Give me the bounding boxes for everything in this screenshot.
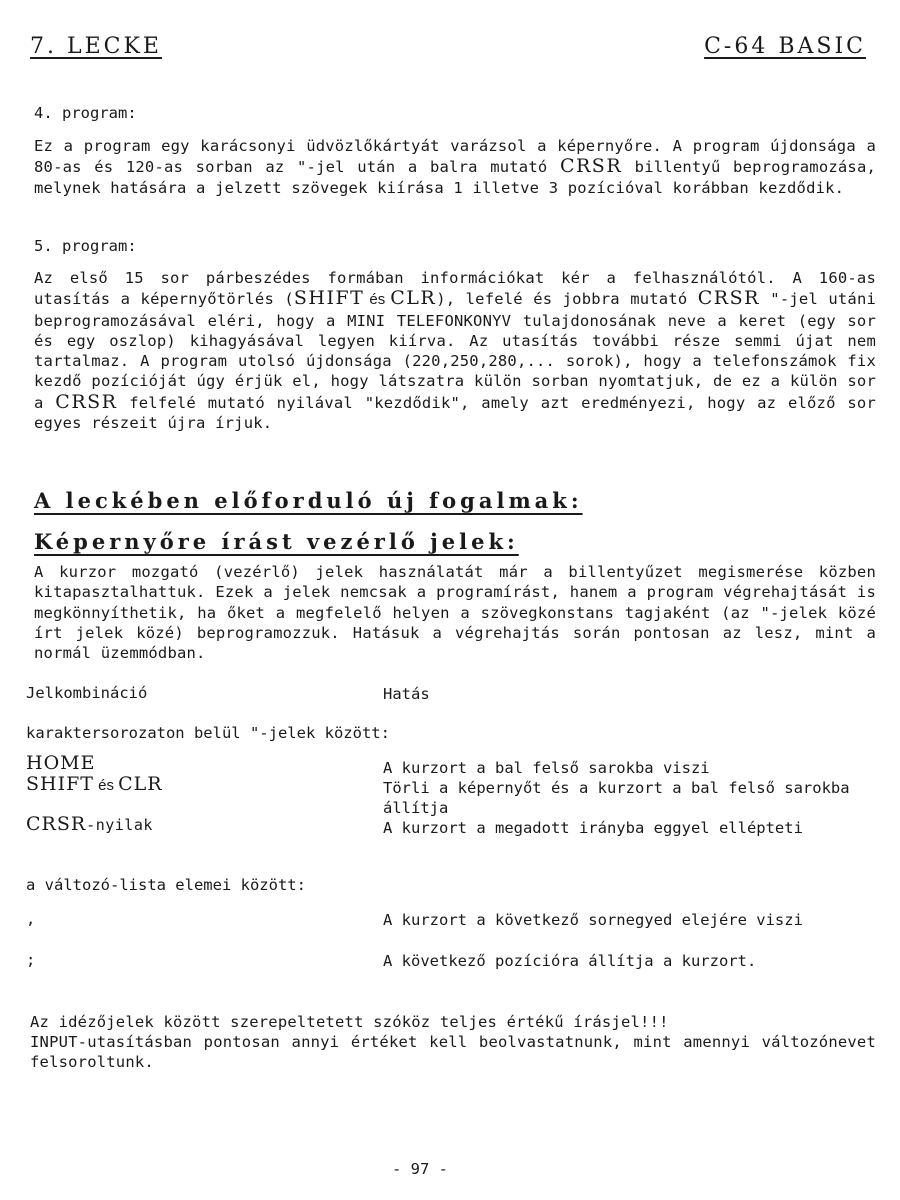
crsr-key: CRSR (697, 287, 760, 310)
program-4-text: Ez a program egy karácsonyi üdvözlőkártyát varázsol a képernyőre. A program újdonsága a 80-as és 120-as sorban az "-jel után a balra mutató CRSR billentyű beprogramozása, melynek hatására a jelzett szövegek kiírása 1 illetve 3 pozícióval korábban kezdődik. (34, 137, 877, 197)
table-group-label: karaktersorozaton belül "-jelek között: (26, 724, 390, 742)
crsr-arrows-key: CRSR-nyilak (26, 813, 153, 835)
table-row-effect: A kurzort a következő sornegyed elejére viszi (383, 911, 803, 929)
table-header-effect: Hatás (383, 685, 430, 703)
table-header-combination: Jelkombináció (26, 684, 148, 702)
table-row-effect: A kurzort a bal felső sarokba viszi (383, 759, 710, 777)
table-row-effect: A kurzort a megadott irányba eggyel ellépteti (383, 819, 803, 837)
shift-key: SHIFT (293, 287, 365, 310)
note-input-values: INPUT-utasításban pontosan annyi értéket kell beolvastatnunk, mint amennyi változónevet felsoroltunk. (30, 1033, 876, 1072)
home-key: HOME (26, 752, 96, 774)
crsr-key: CRSR (55, 390, 118, 413)
control-codes-text: A kurzor mozgató (vezérlő) jelek használatát már a billentyűzet megismerése közben kitapasztalhattuk. Ezek a jelek nemcsak a programírást, hanem a program végrehajtását is megkönnyíthetik, ha őket a megfelelő helyen a szövegkonstans tagjaként (az "-jelek közé írt jelek közé) beprogramozzuk. Hatásuk a végrehajtás során pontosan az lesz, mint a normál üzemmódban. (34, 563, 876, 663)
shift-clr-keys: SHIFT és CLR (26, 773, 163, 795)
lesson-header: 7. LECKE (30, 34, 162, 59)
book-header: C-64 BASIC (704, 34, 866, 59)
program-5-title: 5. program: (34, 237, 137, 255)
page-number: - 97 - (392, 1160, 448, 1178)
note-space-char: Az idézőjelek között szerepeltetett szóköz teljes értékű írásjel!!! (30, 1013, 669, 1031)
clr-key: CLR (390, 287, 437, 310)
program-5-text: Az első 15 sor párbeszédes formában információkat kér a felhasználótól. A 160-as utasítás a képernyőtörlés (SHIFT és CLR), lefelé és jobbra mutató CRSR "-jel utáni beprogramozásával eléri, hogy a MINI TELEFONKONYV tulajdonosának neve a keret (egy sor és egy oszlop) kihagyásával legyen kiírva. Az utasítás további része semmi újat nem tartalmaz. A program utolsó újdonsága (220,250,280,... sorok), hogy a telefonszámok fix kezdő pozícióját úgy érjük el, hogy látszatra külön sorban nyomtatjuk, de ez a külön sor a CRSR felfelé mutató nyilával "kezdődik", amely azt eredményezi, hogy az előző sor egyes részeit újra írjuk. (34, 269, 877, 433)
program-4-title: 4. program: (34, 104, 137, 122)
table-group-label: a változó-lista elemei között: (26, 876, 306, 894)
section-title-new-concepts: A leckében előforduló új fogalmak: (34, 488, 583, 513)
comma-symbol: , (26, 910, 36, 928)
crsr-key: CRSR (559, 155, 623, 178)
table-row-effect: Törli a képernyőt és a kurzort a bal felső sarokba állítja (383, 779, 850, 817)
table-row-effect: A következő pozícióra állítja a kurzort. (383, 952, 757, 970)
section-title-control-codes: Képernyőre írást vezérlő jelek: (34, 529, 519, 554)
semicolon-symbol: ; (26, 951, 36, 969)
